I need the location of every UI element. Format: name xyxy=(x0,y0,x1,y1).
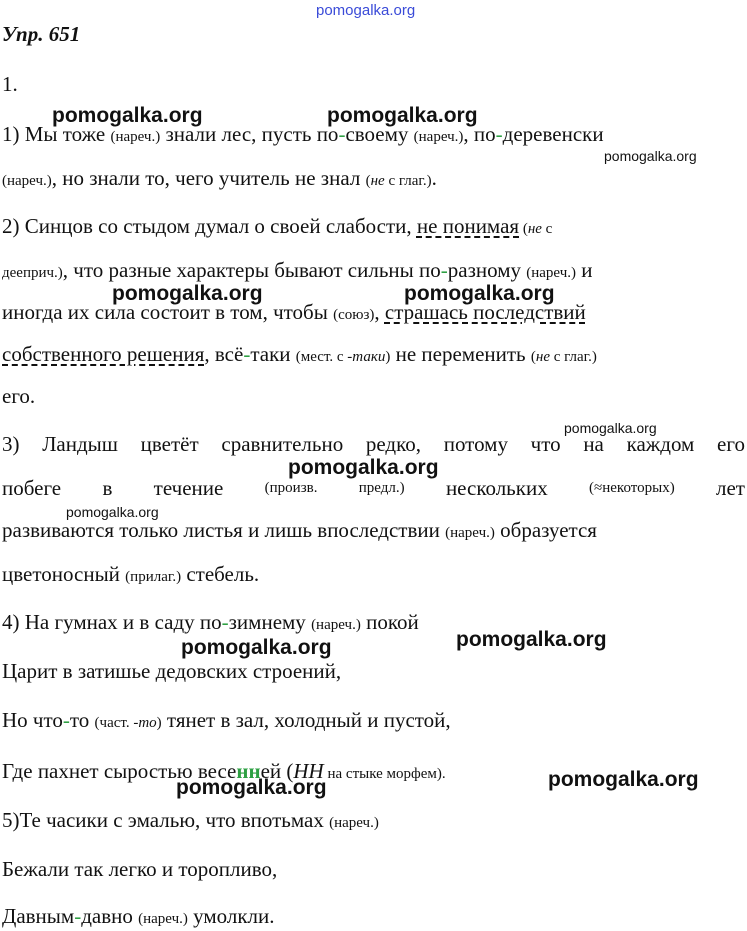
text: умолкли. xyxy=(187,904,275,928)
text: , что разные характеры бывают сильны по xyxy=(62,258,441,282)
text: , но знали то, чего учитель не знал xyxy=(51,166,366,190)
text: , всё xyxy=(204,342,244,366)
word: течение xyxy=(153,476,224,500)
text: не переменить xyxy=(390,342,531,366)
sentence-4-line-3 xyxy=(2,708,745,735)
text: то xyxy=(138,715,157,731)
text: таки xyxy=(352,349,386,365)
text: , xyxy=(374,300,385,324)
sentence-2-line-5: его. xyxy=(2,384,36,408)
text: стебель. xyxy=(181,562,260,586)
sentence-2-line-4 xyxy=(2,342,745,369)
text: 5)Те часики с эмалью, что впотьмах xyxy=(2,808,330,832)
watermark: pomogalka.org xyxy=(456,628,607,651)
text: ) xyxy=(156,715,162,731)
sentence-1-line-2 xyxy=(2,166,745,193)
watermark: pomogalka.org xyxy=(52,104,203,127)
text: давно xyxy=(81,904,139,928)
text: таки xyxy=(250,342,296,366)
header-watermark: pomogalka.org xyxy=(316,2,416,19)
text: не xyxy=(370,173,385,189)
text: с xyxy=(541,221,553,237)
sentence-4-line-2: Царит в затишье дедовских строений, xyxy=(2,659,342,683)
word: его xyxy=(717,432,745,456)
text: НН xyxy=(293,759,324,783)
text: ) xyxy=(385,349,391,365)
text: разному xyxy=(447,258,527,282)
watermark: pomogalka.org xyxy=(604,148,697,164)
watermark: pomogalka.org xyxy=(288,456,439,479)
pos-tag: дееприч.) xyxy=(2,265,63,281)
word: 3) xyxy=(2,432,20,456)
text: покой xyxy=(360,610,419,634)
text: своему xyxy=(345,122,414,146)
watermark: pomogalka.org xyxy=(404,282,555,305)
underlined-phrase: не понимая xyxy=(416,214,520,238)
text: с глаг.) xyxy=(384,173,432,189)
pos-tag: (нареч.) xyxy=(329,815,379,831)
text: деревенски xyxy=(502,122,604,146)
underlined-phrase: собственного решения xyxy=(2,342,205,366)
word: каждом xyxy=(626,432,695,456)
text: , по xyxy=(463,122,496,146)
text: и xyxy=(576,258,593,282)
word: побеге xyxy=(2,476,62,500)
pos-tag: (нареч.) xyxy=(445,525,495,541)
sentence-3-line-4 xyxy=(2,562,745,589)
text: знали лес, пусть по xyxy=(160,122,339,146)
word: потому xyxy=(443,432,508,456)
pos-tag: (произв. xyxy=(264,480,318,496)
word: в xyxy=(102,476,113,500)
watermark: pomogalka.org xyxy=(181,636,332,659)
watermark: pomogalka.org xyxy=(66,504,159,520)
pos-tag: (нареч.) xyxy=(110,129,161,145)
pos-tag: (нареч.) xyxy=(138,911,188,927)
watermark: pomogalka.org xyxy=(564,420,657,436)
text: то xyxy=(69,708,95,732)
hyphen-highlight: - xyxy=(221,610,229,634)
word: на xyxy=(583,432,604,456)
sentence-5-line-1 xyxy=(2,808,745,835)
sentence-4-line-1 xyxy=(2,610,745,637)
hyphen-highlight: - xyxy=(74,904,82,928)
word: сравнительно xyxy=(221,432,344,456)
text: не xyxy=(535,349,550,365)
hyphen-highlight: - xyxy=(495,122,503,146)
pos-tag: (прилаг.) xyxy=(125,569,182,585)
hyphen-highlight: - xyxy=(62,708,70,732)
pos-tag: (нареч.) xyxy=(413,129,464,145)
word: что xyxy=(530,432,561,456)
underlined-phrase: страшась последствий xyxy=(384,300,586,324)
word: Ландыш xyxy=(42,432,118,456)
text: зимнему xyxy=(228,610,312,634)
watermark: pomogalka.org xyxy=(327,104,478,127)
hyphen-highlight: - xyxy=(440,258,448,282)
sentence-5-line-2: Бежали так легко и торопливо, xyxy=(2,857,278,881)
pos-tag: (нареч.) xyxy=(311,617,361,633)
text: цветоносный xyxy=(2,562,126,586)
sentence-3-line-3 xyxy=(2,518,745,545)
watermark: pomogalka.org xyxy=(176,776,327,799)
pos-tag: (≈некоторых) xyxy=(589,480,675,496)
text: образуется xyxy=(494,518,597,542)
text: с глаг.) xyxy=(549,349,597,365)
text: иногда их сила состоит в том, чтобы xyxy=(2,300,334,324)
text: Давным xyxy=(2,904,75,928)
sentence-2-line-1 xyxy=(2,214,745,241)
word: нескольких xyxy=(445,476,548,500)
text: Где пахнет сыростью весе xyxy=(2,759,237,783)
text: 2) Синцов со стыдом думал о своей слабости, xyxy=(2,214,417,238)
nn-highlight: нн xyxy=(236,759,261,783)
text: тянет в зал, холодный и пустой, xyxy=(161,708,451,732)
sentence-5-line-3 xyxy=(2,904,745,931)
text: . xyxy=(431,166,437,190)
pos-tag: (союз) xyxy=(333,307,375,323)
text: ( xyxy=(365,173,371,189)
text: ей ( xyxy=(260,759,294,783)
watermark: pomogalka.org xyxy=(548,768,699,791)
text: ( xyxy=(519,221,528,237)
pos-tag: (нареч.) xyxy=(2,173,52,189)
sentence-2-line-2 xyxy=(2,258,745,285)
text: развиваются только листья и лишь впоследствии xyxy=(2,518,446,542)
text: (част. - xyxy=(94,715,139,731)
text: на стыке морфем). xyxy=(323,766,446,782)
part-number: 1. xyxy=(2,72,18,96)
watermark: pomogalka.org xyxy=(112,282,263,305)
text: ( xyxy=(530,349,536,365)
hyphen-highlight: - xyxy=(338,122,346,146)
word: редко, xyxy=(365,432,422,456)
pos-tag: (нареч.) xyxy=(526,265,577,281)
text: 1) Мы тоже xyxy=(2,122,111,146)
text: Но что xyxy=(2,708,63,732)
text: (мест. с - xyxy=(295,349,353,365)
pos-tag: предл.) xyxy=(358,480,405,496)
exercise-title: Упр. 651 xyxy=(2,22,81,46)
text: не xyxy=(527,221,542,237)
word: лет xyxy=(716,476,745,500)
hyphen-highlight: - xyxy=(243,342,251,366)
word: цветёт xyxy=(140,432,199,456)
text: 4) На гумнах и в саду по xyxy=(2,610,222,634)
